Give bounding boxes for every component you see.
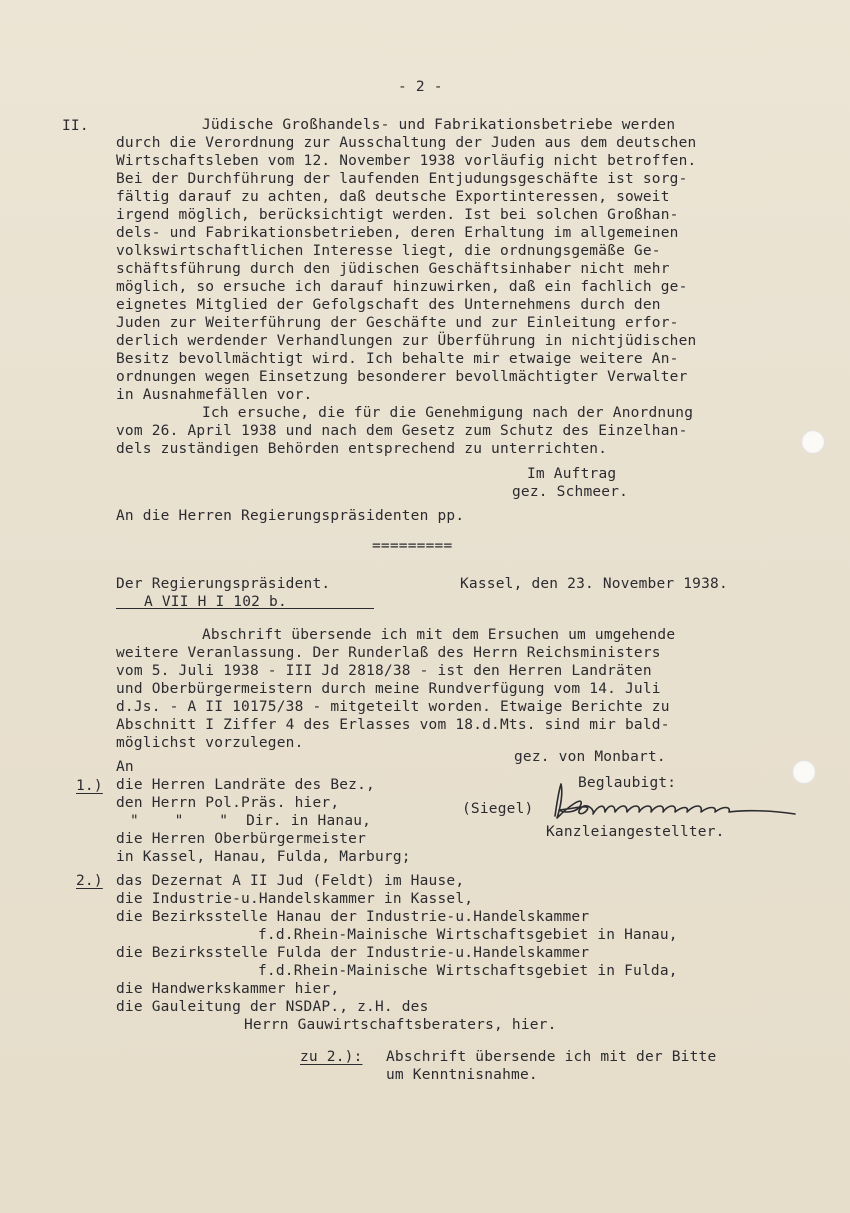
paragraph-line: vom 5. Juli 1938 - III Jd 2818/38 - ist den Herren Landräten <box>116 663 652 679</box>
section-line: Jüdische Großhandels- und Fabrikationsbetriebe werden <box>202 117 676 133</box>
paragraph-line: Abschrift übersende ich mit dem Ersuchen um umgehende <box>202 627 676 643</box>
addressee-line: An die Herren Regierungspräsidenten pp. <box>116 508 465 524</box>
note-label: zu 2.): <box>300 1049 363 1065</box>
paragraph-line: d.Js. - A II 10175/38 - mitgeteilt worden. Etwaige Berichte zu <box>116 699 670 715</box>
recipient-line: das Dezernat A II Jud (Feldt) im Hause, <box>116 873 465 889</box>
recipient-group-number: 1.) <box>76 778 103 794</box>
paragraph-line: möglichst vorzulegen. <box>116 735 304 751</box>
recipient-line: die Industrie-u.Handelskammer in Kassel, <box>116 891 474 907</box>
section-line: volkswirtschaftlichen Interesse liegt, die ordnungsgemäße Ge- <box>116 243 661 259</box>
recipient-group-number: 2.) <box>76 873 103 889</box>
section-line: vom 26. April 1938 und nach dem Gesetz zum Schutz des Einzelhan- <box>116 423 688 439</box>
recipient-line: f.d.Rhein-Mainische Wirtschaftsgebiet in Hanau, <box>258 927 678 943</box>
signature-gez: gez. von Monbart. <box>514 749 666 765</box>
recipient-line: Herrn Gauwirtschaftsberaters, hier. <box>244 1017 557 1033</box>
section-line: Bei der Durchführung der laufenden Entjudungsgeschäfte ist sorg- <box>116 171 688 187</box>
recipient-line: die Herren Landräte des Bez., <box>116 777 375 793</box>
section-line: dels- und Fabrikationsbetrieben, deren Erhaltung im allgemeinen <box>116 225 679 241</box>
section-line: Juden zur Weiterführung der Geschäfte und zur Einleitung erfor- <box>116 315 679 331</box>
recipient-line: die Bezirksstelle Fulda der Industrie-u.Handelskammer <box>116 945 590 961</box>
section-line: Besitz bevollmächtigt wird. Ich behalte mir etwaige weitere An- <box>116 351 679 367</box>
page-number: - 2 - <box>398 79 443 95</box>
file-reference-rule <box>116 608 374 609</box>
section-line: eignetes Mitglied der Gefolgschaft des Unternehmens durch den <box>116 297 661 313</box>
recipient-line: die Bezirksstelle Hanau der Industrie-u.Handelskammer <box>116 909 590 925</box>
section-line: Ich ersuche, die für die Genehmigung nach der Anordnung <box>202 405 694 421</box>
recipient-line: f.d.Rhein-Mainische Wirtschaftsgebiet in Fulda, <box>258 963 678 979</box>
closing-im-auftrag: Im Auftrag <box>527 466 617 482</box>
section-line: ordnungen wegen Einsetzung besonderer bevollmächtigter Verwalter <box>116 369 688 385</box>
section-line: fältig darauf zu achten, daß deutsche Exportinteressen, soweit <box>116 189 670 205</box>
paragraph-line: Abschnitt I Ziffer 4 des Erlasses vom 18.d.Mts. sind mir bald- <box>116 717 670 733</box>
section-line: in Ausnahmefällen vor. <box>116 387 313 403</box>
paragraph-line: und Oberbürgermeistern durch meine Rundverfügung vom 14. Juli <box>116 681 661 697</box>
section-line: dels zuständigen Behörden entsprechend zu unterrichten. <box>116 441 608 457</box>
section-line: möglich, so ersuche ich darauf hinzuwirken, daß ein fachlich ge- <box>116 279 688 295</box>
file-reference: A VII H I 102 b. <box>144 594 287 610</box>
section-line: irgend möglich, berücksichtigt werden. Ist bei solchen Großhan- <box>116 207 679 223</box>
closing-signed: gez. Schmeer. <box>512 484 629 500</box>
note-line: um Kenntnisnahme. <box>386 1067 538 1083</box>
separator: ========= <box>372 538 453 554</box>
recipient-line: den Herrn Pol.Präs. hier, <box>116 795 340 811</box>
section-line: derlich werdender Verhandlungen zur Überführung in nichtjüdischen <box>116 333 697 349</box>
paragraph-line: weitere Veranlassung. Der Runderlaß des Herrn Reichsministers <box>116 645 661 661</box>
recipient-line: " " " Dir. in Hanau, <box>130 813 372 829</box>
section-line: Wirtschaftsleben vom 12. November 1938 vorläufig nicht betroffen. <box>116 153 697 169</box>
recipient-line: die Herren Oberbürgermeister <box>116 831 367 847</box>
handwritten-signature <box>547 780 802 824</box>
handwritten-signature-text: Baumann <box>547 780 552 781</box>
punch-hole-top <box>801 430 825 454</box>
signature-title: Kanzleiangestellter. <box>546 824 725 840</box>
section-numeral: II. <box>62 118 89 134</box>
place-date-line: Kassel, den 23. November 1938. <box>460 576 728 592</box>
recipient-line: in Kassel, Hanau, Fulda, Marburg; <box>116 849 411 865</box>
section-line: durch die Verordnung zur Ausschaltung der Juden aus dem deutschen <box>116 135 697 151</box>
section-line: schäftsführung durch den jüdischen Geschäftsinhaber nicht mehr <box>116 261 670 277</box>
recipient-line: die Gauleitung der NSDAP., z.H. des <box>116 999 429 1015</box>
note-line: Abschrift übersende ich mit der Bitte <box>386 1049 717 1065</box>
recipient-line: die Handwerkskammer hier, <box>116 981 340 997</box>
signature-siegel: (Siegel) <box>462 801 534 817</box>
authority-line: Der Regierungspräsident. <box>116 576 331 592</box>
signature-beglaubigt: Beglaubigt: <box>578 775 677 791</box>
recipients-an: An <box>116 759 134 775</box>
